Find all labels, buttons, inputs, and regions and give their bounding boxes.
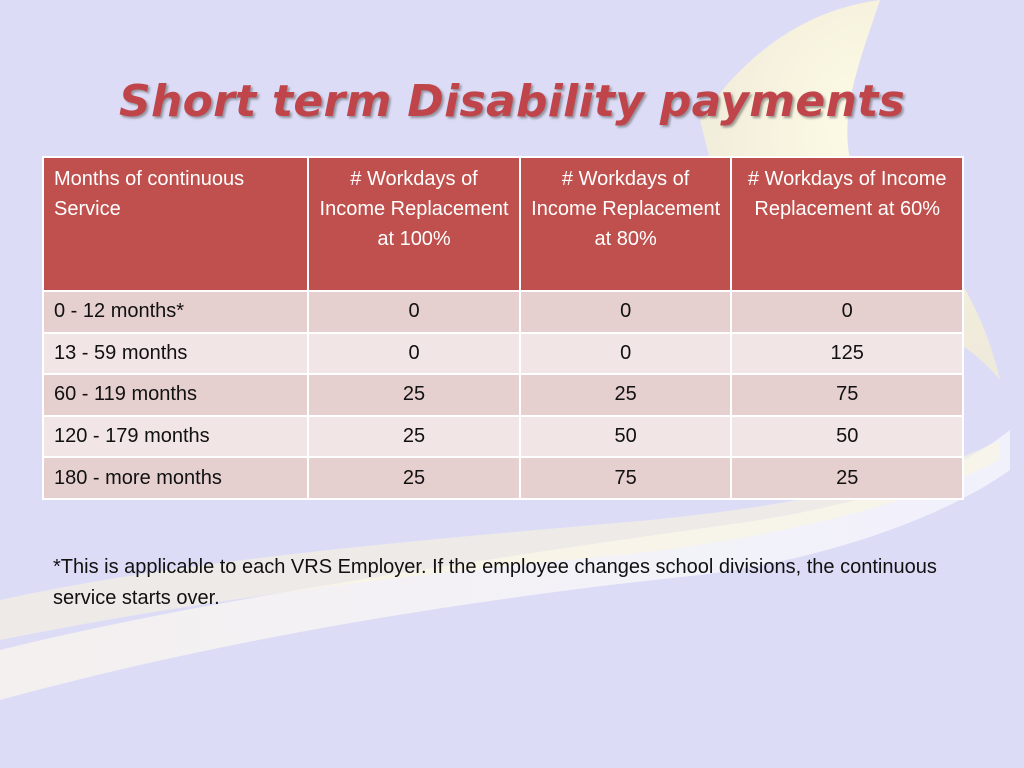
cell-100: 25 — [308, 457, 520, 499]
cell-100: 25 — [308, 374, 520, 416]
disability-payments-table — [42, 156, 964, 500]
header-income-60: # Workdays of Income Replacement at 60% — [731, 157, 963, 291]
header-income-80: # Workdays of Income Replacement at 80% — [520, 157, 732, 291]
cell-60: 125 — [731, 333, 963, 375]
table-row — [43, 374, 963, 416]
table-row — [43, 416, 963, 458]
cell-months: 60 - 119 months — [43, 374, 308, 416]
cell-80: 50 — [520, 416, 732, 458]
cell-100: 0 — [308, 333, 520, 375]
header-income-100: # Workdays of Income Replacement at 100% — [308, 157, 520, 291]
cell-months: 0 - 12 months* — [43, 291, 308, 333]
table-header-row — [43, 157, 963, 291]
cell-60: 50 — [731, 416, 963, 458]
footnote: *This is applicable to each VRS Employer. If the employee changes school divisions, the continuous service starts over. — [53, 556, 937, 609]
cell-80: 0 — [520, 291, 732, 333]
cell-60: 25 — [731, 457, 963, 499]
cell-80: 25 — [520, 374, 732, 416]
cell-months: 180 - more months — [43, 457, 308, 499]
cell-100: 0 — [308, 291, 520, 333]
cell-80: 0 — [520, 333, 732, 375]
table-row — [43, 457, 963, 499]
cell-60: 0 — [731, 291, 963, 333]
cell-months: 120 - 179 months — [43, 416, 308, 458]
cell-60: 75 — [731, 374, 963, 416]
table-row — [43, 291, 963, 333]
cell-months: 13 - 59 months — [43, 333, 308, 375]
cell-100: 25 — [308, 416, 520, 458]
header-months-of-service: Months of continuous Service — [43, 157, 308, 291]
table-row — [43, 333, 963, 375]
cell-80: 75 — [520, 457, 732, 499]
page-title: Short term Disability payments — [118, 76, 906, 127]
